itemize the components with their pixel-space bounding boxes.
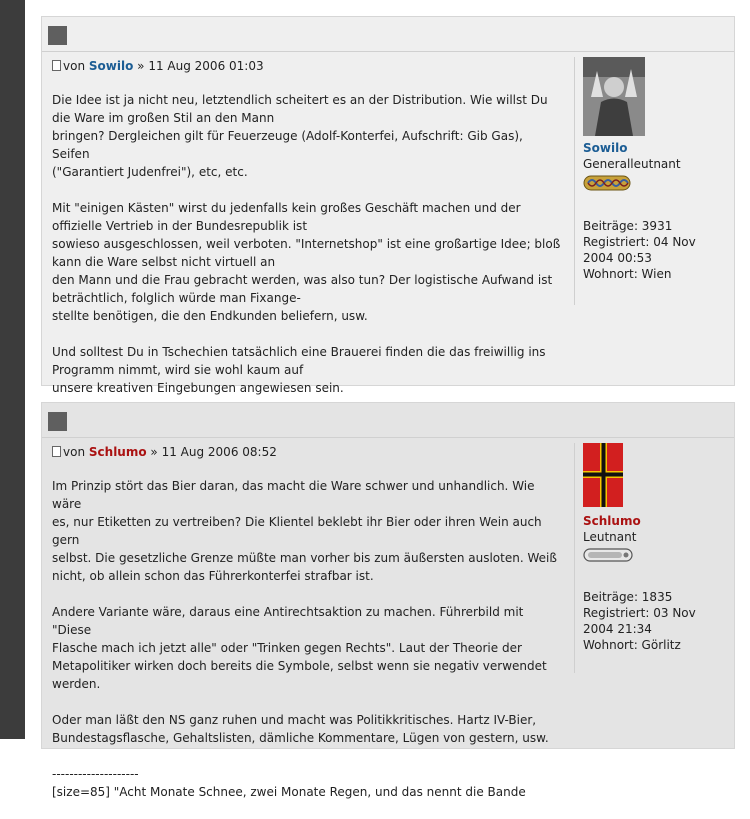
text-line: Mit "einigen Kästen" wirst du jedenfalls kein großes Geschäft machen und der — [52, 201, 521, 215]
author-profile — [583, 443, 733, 653]
profile-posts: Beiträge: 3931 — [583, 219, 673, 233]
forum-post — [41, 402, 735, 799]
post-meta — [52, 59, 564, 73]
text-line: Im Prinzip stört das Bier daran, das macht die Ware schwer und unhandlich. Wie wäre — [52, 479, 535, 511]
post-paragraph — [52, 343, 564, 397]
text-line: sowieso ausgeschlossen, weil verboten. "Internetshop" ist eine großartige Idee; bloß — [52, 237, 561, 251]
text-line: Andere Variante wäre, daraus eine Antirechtsaktion zu machen. Führerbild mit "Diese — [52, 605, 524, 637]
text-line: Und solltest Du in Tschechien tatsächlich eine Brauerei finden die das freiwillig ins — [52, 345, 546, 359]
text-line: werden. — [52, 677, 101, 691]
text-line: offizielle Vertrieb in der Bundesrepublik ist — [52, 219, 308, 233]
profile-registered: Registriert: 04 Nov — [583, 235, 696, 249]
profile-registered-date: 2004 00:53 — [583, 251, 652, 265]
post-body — [52, 59, 564, 415]
flag-avatar[interactable] — [583, 443, 623, 507]
post-meta — [52, 445, 564, 459]
von-label: von — [63, 59, 86, 73]
profile-registered: Registriert: 03 Nov — [583, 606, 696, 620]
text-line: den Mann und die Frau gebracht werden, was also tun? Der logistische Aufwand ist — [52, 273, 553, 287]
post-link-icon[interactable] — [52, 60, 61, 71]
profile-location: Wohnort: Görlitz — [583, 638, 681, 652]
text-line: selbst. Die gesetzliche Grenze müßte man vorher bis zum äußersten ausloten. Weiß — [52, 551, 557, 565]
text-line: ("Garantiert Judenfrei"), etc, etc. — [52, 165, 248, 179]
post-link-icon[interactable] — [52, 446, 61, 457]
text-line: kann die Ware selbst nicht virtuell an — [52, 255, 276, 269]
post-header — [42, 17, 734, 52]
profile-name[interactable]: Sowilo — [583, 141, 628, 155]
post-signature — [52, 765, 564, 801]
post-date: » 11 Aug 2006 08:52 — [150, 445, 277, 459]
post-paragraph — [52, 711, 564, 747]
text-line: Metapolitiker wirken doch bereits die Symbole, selbst wenn sie negativ verwendet — [52, 659, 547, 673]
signature-line: -------------------- — [52, 767, 139, 781]
profile-rank: Generalleutnant — [583, 157, 681, 171]
text-line: beträchtlich, folglich würde man Fixange- — [52, 291, 301, 305]
text-line: bringen? Dergleichen gilt für Feuerzeuge (Adolf-Konterfei, Aufschrift: Gib Gas), Seifen — [52, 129, 523, 161]
author-link[interactable]: Schlumo — [88, 445, 147, 459]
text-line: Bundestagsflasche, Gehaltslisten, dämliche Kommentare, Lügen von gestern, usw. — [52, 731, 549, 745]
avatar[interactable] — [583, 57, 645, 136]
profile-registered-date: 2004 21:34 — [583, 622, 652, 636]
text-line: Programm nimmt, wird sie wohl kaum auf — [52, 363, 304, 377]
column-divider — [574, 57, 575, 305]
text-line: unsere kreativen Eingebungen angewiesen sein. — [52, 381, 344, 395]
text-line: Oder man läßt den NS ganz ruhen und macht was Politikkritisches. Hartz IV-Bier, — [52, 713, 537, 727]
rank-badge-icon — [583, 174, 631, 192]
signature-line: [size=85] "Acht Monate Schnee, zwei Monate Regen, und das nennt die Bande — [52, 785, 526, 799]
forum-post — [41, 16, 735, 395]
post-marker-icon — [48, 412, 67, 431]
author-link[interactable]: Sowilo — [88, 59, 134, 73]
post-marker-icon — [48, 26, 67, 45]
profile-rank: Leutnant — [583, 530, 637, 544]
post-body — [52, 445, 564, 819]
author-profile — [583, 57, 733, 282]
text-line: die Ware im großen Stil an den Mann — [52, 111, 275, 125]
text-line: Flasche mach ich jetzt alle" oder "Trinken gegen Rechts". Laut der Theorie der — [52, 641, 522, 655]
text-line: nicht, ob allein schon das Führerkonterfei strafbar ist. — [52, 569, 374, 583]
post-paragraph — [52, 91, 564, 181]
profile-location: Wohnort: Wien — [583, 267, 672, 281]
post-header — [42, 403, 734, 438]
post-paragraph — [52, 199, 564, 325]
von-label: von — [63, 445, 86, 459]
left-dark-sidebar — [0, 0, 25, 739]
text-line: stellte benötigen, die den Endkunden beliefern, usw. — [52, 309, 368, 323]
post-date: » 11 Aug 2006 01:03 — [137, 59, 264, 73]
column-divider — [574, 443, 575, 673]
profile-posts: Beiträge: 1835 — [583, 590, 673, 604]
post-paragraph — [52, 603, 564, 693]
profile-name[interactable]: Schlumo — [583, 514, 641, 528]
text-line: Die Idee ist ja nicht neu, letztendlich scheitert es an der Distribution. Wie willst Du — [52, 93, 548, 107]
rank-badge-icon — [583, 547, 633, 563]
text-line: es, nur Etiketten zu vertreiben? Die Klientel beklebt ihr Bier oder ihren Wein auch gern — [52, 515, 542, 547]
post-paragraph — [52, 477, 564, 585]
